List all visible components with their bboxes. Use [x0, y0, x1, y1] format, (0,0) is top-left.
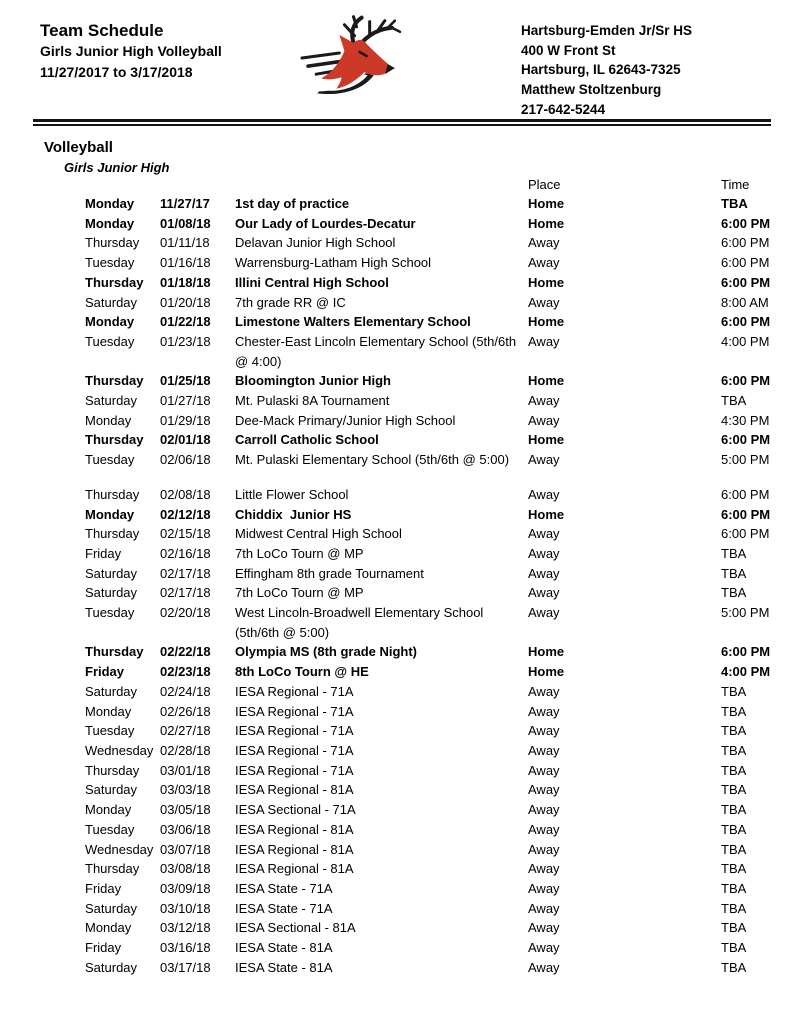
row-date: 02/27/18	[160, 723, 211, 739]
row-time: TBA	[721, 683, 747, 699]
row-date: 11/27/17	[160, 196, 210, 211]
row-day: Monday	[85, 215, 135, 231]
schedule-row	[85, 371, 792, 391]
row-place: Home	[528, 373, 565, 389]
row-day: Saturday	[85, 585, 138, 601]
schedule-row	[85, 332, 792, 371]
row-time: TBA	[721, 900, 747, 916]
school-info	[521, 21, 692, 120]
row-time: TBA	[721, 821, 747, 837]
row-place: Away	[528, 235, 560, 251]
row-day: Thursday	[85, 762, 140, 778]
row-event: Effingham 8th grade Tournament	[235, 565, 424, 581]
row-time: TBA	[721, 723, 747, 739]
row-date: 01/27/18	[160, 393, 211, 409]
row-day: Monday	[85, 412, 132, 428]
row-event: Little Flower School	[235, 486, 349, 502]
schedule-row	[85, 840, 792, 860]
row-place: Away	[528, 526, 560, 542]
school-street: 400 W Front St	[521, 42, 616, 58]
row-event: IESA Regional - 81A	[235, 821, 354, 837]
row-time: TBA	[721, 545, 747, 561]
schedule-row	[85, 702, 792, 722]
row-date: 03/16/18	[160, 940, 211, 956]
row-date: 02/26/18	[160, 703, 211, 719]
row-date: 01/22/18	[160, 314, 211, 330]
row-place: Away	[528, 452, 560, 468]
row-time: TBA	[721, 920, 747, 936]
row-date: 02/06/18	[160, 452, 211, 468]
row-event: IESA Regional - 81A	[235, 861, 354, 877]
row-time: 6:00 PM	[721, 255, 770, 271]
row-date: 02/24/18	[160, 683, 211, 699]
sport-heading: Volleyball	[44, 139, 113, 156]
row-day: Monday	[85, 506, 135, 522]
header-rule-top	[33, 119, 771, 122]
row-place: Away	[528, 900, 560, 916]
row-place: Away	[528, 821, 560, 837]
row-event: Olympia MS (8th grade Night)	[235, 644, 418, 660]
row-place: Home	[528, 215, 565, 231]
row-event: West Lincoln-Broadwell Elementary School (5th/6th @ 5:00)	[235, 605, 487, 640]
row-time: 6:00 PM	[721, 314, 771, 330]
row-time: TBA	[721, 196, 748, 211]
row-event: IESA Regional - 71A	[235, 703, 354, 719]
row-event: 7th grade RR @ IC	[235, 294, 346, 310]
row-time: 4:00 PM	[721, 664, 771, 680]
row-place: Away	[528, 782, 560, 798]
row-time: TBA	[721, 940, 747, 956]
row-place: Away	[528, 959, 560, 975]
row-place: Away	[528, 920, 560, 936]
row-place: Home	[528, 432, 565, 448]
row-date: 02/12/18	[160, 506, 211, 522]
row-day: Monday	[85, 703, 132, 719]
row-time: 6:00 PM	[721, 373, 771, 389]
row-time: 8:00 AM	[721, 294, 769, 310]
row-day: Wednesday	[85, 841, 154, 857]
row-event: IESA Regional - 81A	[235, 841, 354, 857]
row-place: Away	[528, 762, 560, 778]
row-place: Away	[528, 802, 560, 818]
row-place: Away	[528, 412, 560, 428]
schedule-row	[85, 662, 792, 682]
row-place: Home	[528, 664, 565, 680]
team-heading: Girls Junior High	[64, 160, 170, 175]
row-day: Saturday	[85, 782, 138, 798]
schedule-row	[85, 524, 792, 544]
row-place: Away	[528, 841, 560, 857]
row-day: Thursday	[85, 373, 144, 389]
row-event: Our Lady of Lourdes-Decatur	[235, 215, 416, 231]
row-place: Home	[528, 196, 565, 211]
row-date: 03/09/18	[160, 880, 211, 896]
row-event: Carroll Catholic School	[235, 432, 379, 448]
schedule-row	[85, 564, 792, 584]
row-day: Wednesday	[85, 742, 154, 758]
row-day: Monday	[85, 314, 135, 330]
row-date: 02/28/18	[160, 742, 211, 758]
table-header-row	[85, 178, 792, 194]
row-day: Saturday	[85, 900, 138, 916]
row-place: Away	[528, 880, 560, 896]
row-day: Saturday	[85, 683, 138, 699]
row-place: Away	[528, 565, 560, 581]
row-time: 6:00 PM	[721, 215, 771, 231]
row-event: Illini Central High School	[235, 274, 389, 290]
row-place: Away	[528, 486, 560, 502]
row-date: 01/11/18	[160, 235, 210, 251]
schedule-row	[85, 958, 792, 978]
row-time: TBA	[721, 782, 747, 798]
schedule-row	[85, 859, 792, 879]
schedule-row	[85, 820, 792, 840]
schedule-row	[85, 485, 792, 505]
row-date: 02/17/18	[160, 585, 211, 601]
row-day: Saturday	[85, 393, 138, 409]
row-event: 8th LoCo Tourn @ HE	[235, 664, 369, 680]
schedule-row	[85, 411, 792, 431]
row-event: Mt. Pulaski 8A Tournament	[235, 393, 390, 409]
row-place: Away	[528, 605, 560, 621]
row-time: 6:00 PM	[721, 526, 770, 542]
row-event: IESA Regional - 81A	[235, 782, 354, 798]
row-place: Away	[528, 940, 560, 956]
row-event: Chester-East Lincoln Elementary School (5th/6th @ 4:00)	[235, 333, 520, 369]
row-date: 03/10/18	[160, 900, 211, 916]
row-place: Away	[528, 294, 560, 310]
header-place: Place	[528, 177, 561, 192]
row-day: Tuesday	[85, 723, 135, 739]
row-time: 5:00 PM	[721, 605, 770, 621]
row-date: 01/16/18	[160, 255, 211, 271]
row-date: 01/18/18	[160, 274, 211, 290]
row-day: Thursday	[85, 235, 140, 251]
schedule-row	[85, 544, 792, 564]
row-date: 02/17/18	[160, 565, 211, 581]
row-day: Tuesday	[85, 255, 135, 271]
row-day: Monday	[85, 802, 132, 818]
row-event: IESA Regional - 71A	[235, 742, 354, 758]
schedule-row	[85, 780, 792, 800]
row-date: 02/08/18	[160, 486, 211, 502]
row-time: 6:00 PM	[721, 235, 770, 251]
row-day: Friday	[85, 545, 122, 561]
row-day: Thursday	[85, 526, 140, 542]
row-time: 6:00 PM	[721, 644, 771, 660]
row-day: Saturday	[85, 565, 138, 581]
row-day: Tuesday	[85, 452, 135, 468]
row-date: 01/29/18	[160, 412, 211, 428]
row-time: 6:00 PM	[721, 432, 771, 448]
row-event: Delavan Junior High School	[235, 235, 396, 251]
page-title: Team Schedule	[40, 21, 164, 40]
schedule-row	[85, 214, 792, 234]
row-time: 6:00 PM	[721, 506, 771, 522]
schedule-row	[85, 741, 792, 761]
schedule-row	[85, 430, 792, 450]
schedule-row	[85, 721, 792, 741]
row-place: Away	[528, 393, 560, 409]
row-date: 03/03/18	[160, 782, 211, 798]
row-day: Friday	[85, 880, 122, 896]
row-date: 02/16/18	[160, 545, 211, 561]
row-day: Tuesday	[85, 333, 135, 349]
school-city-state-zip: Hartsburg, IL 62643-7325	[521, 62, 681, 78]
row-date: 01/25/18	[160, 373, 211, 389]
row-date: 03/08/18	[160, 861, 211, 877]
row-day: Saturday	[85, 959, 138, 975]
row-place: Away	[528, 703, 560, 719]
schedule-row	[85, 642, 792, 662]
schedule-rows	[85, 194, 792, 977]
row-time: 4:30 PM	[721, 412, 770, 428]
schedule-row	[85, 938, 792, 958]
row-date: 01/08/18	[160, 215, 211, 231]
row-time: 6:00 PM	[721, 486, 770, 502]
row-place: Away	[528, 255, 560, 271]
row-day: Monday	[85, 196, 135, 211]
schedule-row	[85, 800, 792, 820]
row-event: Chiddix Junior HS	[235, 506, 352, 522]
row-event: 1st day of practice	[235, 196, 350, 211]
row-time: TBA	[721, 861, 747, 877]
row-event: IESA State - 81A	[235, 959, 333, 975]
row-place: Away	[528, 333, 560, 349]
row-time: 5:00 PM	[721, 452, 770, 468]
header-rule-bottom	[33, 124, 771, 126]
row-place: Away	[528, 545, 560, 561]
row-day: Thursday	[85, 432, 144, 448]
row-day: Friday	[85, 664, 125, 680]
row-day: Tuesday	[85, 821, 135, 837]
row-event: Bloomington Junior High	[235, 373, 391, 389]
school-name: Hartsburg-Emden Jr/Sr HS	[521, 23, 693, 38]
row-day: Thursday	[85, 486, 140, 502]
row-place: Home	[528, 644, 565, 660]
schedule-row	[85, 583, 792, 603]
row-place: Away	[528, 723, 560, 739]
schedule-row	[85, 682, 792, 702]
row-place: Away	[528, 742, 560, 758]
row-date: 02/22/18	[160, 644, 211, 660]
row-event: IESA Regional - 71A	[235, 762, 354, 778]
row-day: Tuesday	[85, 605, 135, 621]
schedule-table	[85, 178, 792, 977]
schedule-row	[85, 233, 792, 253]
row-date: 02/23/18	[160, 664, 211, 680]
row-date: 02/01/18	[160, 432, 211, 448]
row-place: Home	[528, 314, 565, 330]
row-time: TBA	[721, 703, 747, 719]
row-event: IESA Regional - 71A	[235, 683, 354, 699]
row-time: TBA	[721, 565, 747, 581]
row-date: 01/23/18	[160, 333, 211, 349]
team-subtitle: Girls Junior High Volleyball	[40, 43, 222, 59]
contact-phone: 217-642-5244	[521, 101, 606, 117]
row-place: Away	[528, 683, 560, 699]
schedule-row	[85, 253, 792, 273]
schedule-row	[85, 312, 792, 332]
schedule-row	[85, 293, 792, 313]
row-date: 02/15/18	[160, 526, 211, 542]
row-event: Mt. Pulaski Elementary School (5th/6th @ 5:00)	[235, 452, 510, 468]
header-left	[40, 20, 222, 82]
row-event: IESA State - 71A	[235, 880, 333, 896]
schedule-row	[85, 194, 792, 214]
row-time: TBA	[721, 393, 747, 409]
schedule-row	[85, 505, 792, 525]
schedule-row	[85, 273, 792, 293]
row-time: 4:00 PM	[721, 333, 770, 349]
contact-name: Matthew Stoltzenburg	[521, 82, 662, 98]
schedule-row	[85, 761, 792, 781]
row-time: TBA	[721, 762, 747, 778]
row-date: 03/06/18	[160, 821, 211, 837]
row-event: 7th LoCo Tourn @ MP	[235, 585, 364, 601]
row-date: 03/05/18	[160, 802, 211, 818]
schedule-row	[85, 899, 792, 919]
row-date: 03/12/18	[160, 920, 211, 936]
date-range: 11/27/2017 to 3/17/2018	[40, 64, 193, 80]
row-event: Midwest Central High School	[235, 526, 402, 542]
row-date: 03/17/18	[160, 959, 211, 975]
row-time: TBA	[721, 802, 747, 818]
row-time: TBA	[721, 880, 747, 896]
row-date: 03/01/18	[160, 762, 211, 778]
row-event: 7th LoCo Tourn @ MP	[235, 545, 364, 561]
row-place: Away	[528, 585, 560, 601]
header-time: Time	[721, 177, 750, 192]
row-event: IESA Sectional - 81A	[235, 920, 356, 936]
row-date: 02/20/18	[160, 605, 211, 621]
row-day: Friday	[85, 940, 122, 956]
row-place: Home	[528, 274, 565, 290]
stag-mascot-svg	[299, 14, 405, 94]
schedule-row	[85, 603, 792, 642]
row-event: IESA State - 81A	[235, 940, 333, 956]
row-time: TBA	[721, 959, 747, 975]
row-place: Away	[528, 861, 560, 877]
row-time: 6:00 PM	[721, 274, 771, 290]
row-event: IESA Sectional - 71A	[235, 802, 356, 818]
row-day: Monday	[85, 920, 132, 936]
row-time: TBA	[721, 585, 747, 601]
row-day: Thursday	[85, 274, 144, 290]
row-time: TBA	[721, 742, 747, 758]
row-date: 01/20/18	[160, 294, 211, 310]
row-event: Warrensburg-Latham High School	[235, 255, 432, 271]
schedule-row	[85, 918, 792, 938]
row-place: Home	[528, 506, 565, 522]
row-event: IESA Regional - 71A	[235, 723, 354, 739]
row-event: Limestone Walters Elementary School	[235, 314, 471, 330]
row-day: Thursday	[85, 644, 144, 660]
stag-mascot-icon	[299, 14, 405, 94]
row-event: Dee-Mack Primary/Junior High School	[235, 412, 456, 428]
schedule-row	[85, 879, 792, 899]
row-event: IESA State - 71A	[235, 900, 333, 916]
row-day: Thursday	[85, 861, 140, 877]
schedule-row	[85, 391, 792, 411]
row-time: TBA	[721, 841, 747, 857]
row-date: 03/07/18	[160, 841, 211, 857]
schedule-row	[85, 450, 792, 470]
row-day: Saturday	[85, 294, 138, 310]
